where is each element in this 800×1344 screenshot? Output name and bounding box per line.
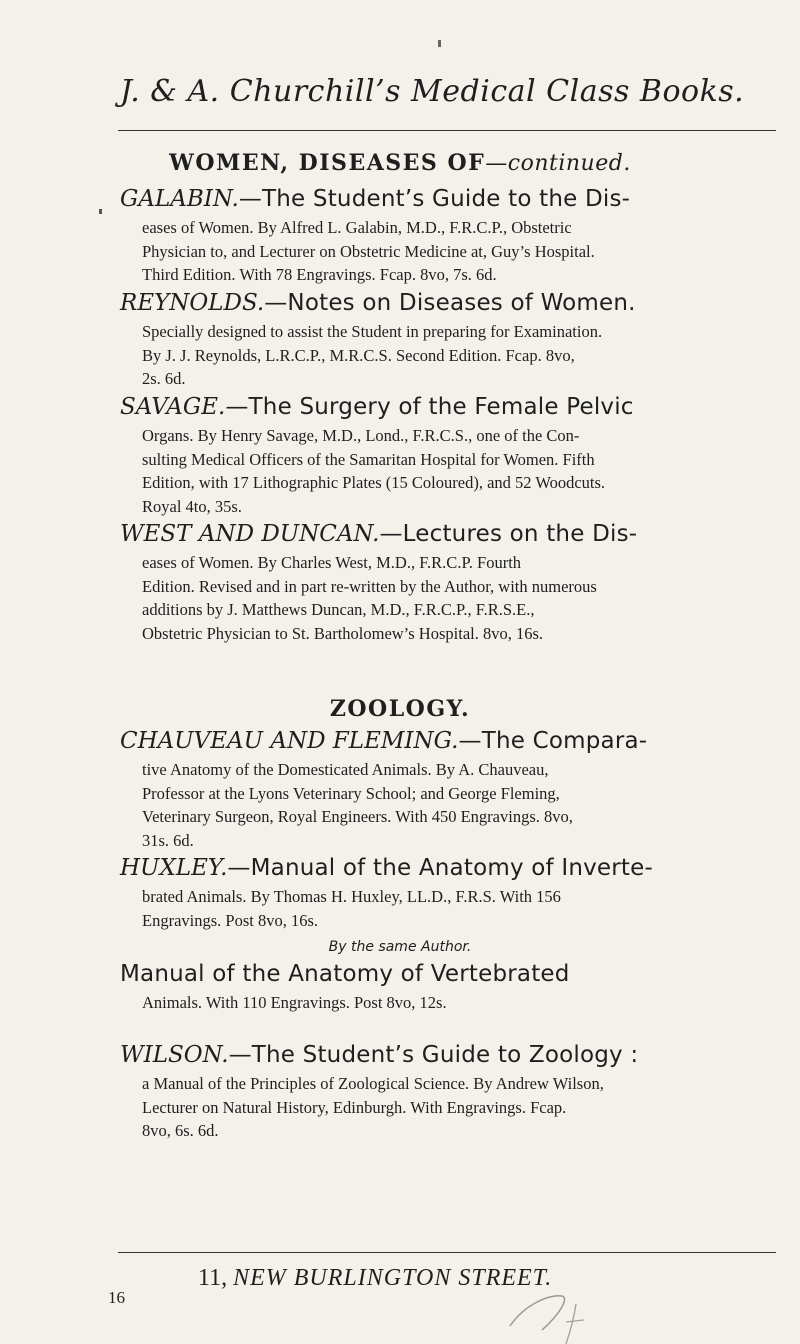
entry-title: —Notes on Diseases of Women. [264, 290, 636, 316]
margin-dot-left [99, 209, 102, 214]
bottom-rule [118, 1252, 776, 1253]
section-heading-zoology [0, 696, 800, 722]
entry-description: eases of Women. By Charles West, M.D., F.R.C.P. Fourth Edition. Revised and in part re-written by the Author, with numerous additions by J. Matthews Duncan, M.D., F.R.C.P., F.R.S.E., Obstetric Physician to St. Bartholomew’s Hospital. 8vo, 16s. [142, 553, 597, 643]
section-heading-women [0, 150, 800, 176]
entry-reynolds [120, 287, 770, 391]
running-head: J. & A. Churchill’s Medical Class Books. [120, 74, 745, 109]
entry-author: CHAUVEAU AND FLEMING. [120, 728, 459, 754]
entry-title: —The Student’s Guide to the Dis- [238, 186, 631, 212]
top-rule [118, 130, 776, 131]
street-name: NEW BURLINGTON STREET. [233, 1265, 553, 1291]
entry-title: Manual of the Anatomy of Vertebrated [120, 961, 570, 987]
entry-lead [120, 725, 770, 758]
entry-lead [120, 958, 770, 991]
entry-description: tive Anatomy of the Domesticated Animals. By A. Chauveau, Professor at the Lyons Veterinary School; and George Fleming, Veterinary Surgeon, Royal Engineers. With 450 Engravings. 8vo, 31s. 6d. [142, 760, 573, 850]
entry-author: WILSON. [120, 1042, 229, 1068]
pencil-mark-icon [480, 1286, 620, 1344]
margin-dot-top [438, 40, 441, 47]
entry-author: HUXLEY. [120, 855, 228, 881]
section-heading-text: WOMEN, DISEASES OF [169, 150, 486, 176]
entry-huxley-vertebrated [120, 958, 770, 1015]
entry-title: —The Surgery of the Female Pelvic [225, 394, 634, 420]
entry-west-and-duncan [120, 518, 770, 645]
entry-lead [120, 287, 770, 320]
entry-savage [120, 391, 770, 518]
entry-huxley [120, 852, 770, 932]
entry-wilson [120, 1039, 770, 1143]
entry-author: GALABIN. [120, 186, 239, 212]
section-heading-continued: —continued. [485, 151, 631, 176]
entry-description: Organs. By Henry Savage, M.D., Lond., F.R.C.S., one of the Con- sulting Medical Officers of the Samaritan Hospital for Women. Fifth Edition, with 17 Lithographic Plates (15 Coloured), and 52 Woodcuts. Royal 4to, 35s. [142, 426, 606, 516]
entry-lead [120, 391, 770, 424]
entry-title: —Manual of the Anatomy of Inverte- [227, 855, 653, 881]
section-heading-text: ZOOLOGY. [329, 696, 471, 722]
entry-lead [120, 183, 770, 216]
entry-author: WEST AND DUNCAN. [120, 521, 380, 547]
entry-galabin [120, 183, 770, 287]
entry-title: —The Student’s Guide to Zoology : [228, 1042, 639, 1068]
entry-author: SAVAGE. [120, 394, 226, 420]
entry-description: brated Animals. By Thomas H. Huxley, LL.D., F.R.S. With 156 Engravings. Post 8vo, 16s. [142, 887, 561, 930]
entry-lead [120, 1039, 770, 1072]
entry-description: eases of Women. By Alfred L. Galabin, M.D., F.R.C.P., Obstetric Physician to, and Lecturer on Obstetric Medicine at, Guy’s Hospital. Third Edition. With 78 Engravings. Fcap. 8vo, 7s. 6d. [142, 218, 595, 284]
page-number: 16 [108, 1288, 125, 1307]
entry-lead [120, 852, 770, 885]
entry-title: —Lectures on the Dis- [379, 521, 638, 547]
entry-title: —The Compara- [458, 728, 648, 754]
same-author-byline: By the same Author. [328, 939, 472, 955]
entry-description: a Manual of the Principles of Zoological Science. By Andrew Wilson, Lecturer on Natural History, Edinburgh. With Engravings. Fcap. 8vo, 6s. 6d. [142, 1074, 604, 1140]
entry-chauveau-and-fleming [120, 725, 770, 852]
street-number: 11, [198, 1265, 228, 1291]
entry-author: REYNOLDS. [120, 290, 265, 316]
entry-lead [120, 518, 770, 551]
entry-description: Animals. With 110 Engravings. Post 8vo, 12s. [142, 993, 447, 1012]
entry-description: Specially designed to assist the Student in preparing for Examination. By J. J. Reynolds, L.R.C.P., M.R.C.S. Second Edition. Fcap. 8vo, 2s. 6d. [142, 322, 603, 388]
